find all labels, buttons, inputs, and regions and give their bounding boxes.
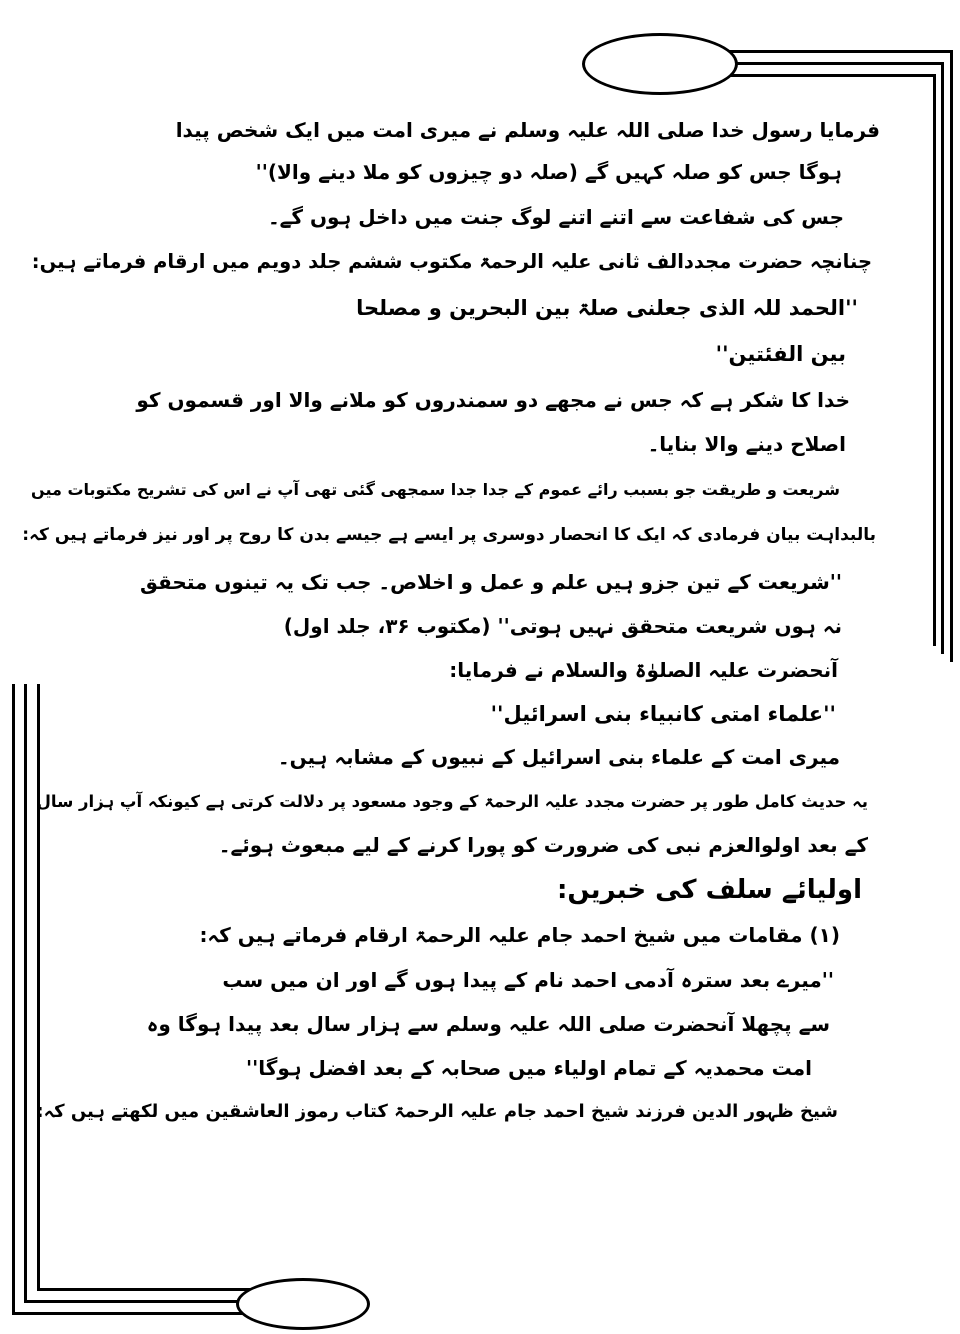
text-line: فرمایا رسول خدا صلی اللہ علیہ وسلم نے میری امت میں ایک شخص پیدا [175, 118, 880, 142]
text-line: شیخ ظہور الدین فرزند شیخ احمد جام علیہ الرحمۃ کتاب رموز العاشقین میں لکھتے ہیں کہ: [36, 1101, 838, 1122]
text-line: امت محمدیہ کے تمام اولیاء میں صحابہ کے بعد افضل ہوگا'' [245, 1056, 812, 1080]
text-line: اصلاح دینے والا بنایا۔ [647, 432, 846, 456]
text-line: ''شریعت کے تین جزو ہیں علم و عمل و اخلاص۔ جب تک یہ تینوں متحقق [139, 570, 842, 594]
text-line: خدا کا شکر ہے کہ جس نے مجھے دو سمندروں کو ملانے والا اور قسموں کو [136, 388, 850, 412]
section-heading: اولیائے سلف کی خبریں: [556, 875, 862, 905]
arabic-quote-line: ''الحمد للہ الذی جعلنی صلۃ بین البحرین و مصلحا [356, 296, 858, 320]
text-line: نہ ہوں شریعت متحقق نہیں ہوتی'' (مکتوب ۳۶، جلد اول) [283, 614, 842, 638]
frame-right-line-2 [941, 62, 944, 654]
frame-left-line-3 [37, 684, 40, 1290]
text-line: شریعت و طریقت جو بسبب رائے عموم کے جدا جدا سمجھی گئی تھی آپ نے اس کی تشریح مکتوبات میں [31, 480, 840, 499]
frame-left-line-1 [12, 684, 15, 1314]
text-line: (۱) مقامات میں شیخ احمد جام علیہ الرحمۃ ارقام فرماتے ہیں کہ: [199, 923, 840, 947]
text-line: چنانچہ حضرت مجددالف ثانی علیہ الرحمۃ مکتوب ششم جلد دویم میں ارقام فرماتے ہیں: [31, 250, 872, 273]
text-line: یہ حدیث کامل طور پر حضرت مجدد علیہ الرحمۃ کے وجود مسعود پر دلالت کرتی ہے کیونکہ آپ ہزار سال [36, 792, 868, 811]
frame-right-line-3 [933, 74, 936, 646]
frame-top-oval [582, 33, 738, 95]
arabic-quote-line: بین الفئتین'' [715, 342, 846, 366]
frame-right-line-1 [950, 50, 953, 662]
text-line: سے پچھلا آنحضرت صلی اللہ علیہ وسلم سے ہزار سال بعد پیدا ہوگا وہ [146, 1012, 830, 1036]
text-line: جس کی شفاعت سے اتنے اتنے لوگ جنت میں داخل ہوں گے۔ [267, 205, 844, 229]
text-line: بالبداہت بیان فرمادی کہ ایک کا انحصار دوسری پر ایسے ہے جیسے بدن کا روح پر اور نیز فرماتے ہیں کہ: [22, 525, 876, 545]
text-line: آنحضرت علیہ الصلوٰۃ والسلام نے فرمایا: [449, 658, 838, 682]
frame-left-line-2 [24, 684, 27, 1302]
frame-bottom-oval [236, 1278, 370, 1330]
text-line: میری امت کے علماء بنی اسرائیل کے نبیوں کے مشابہ ہیں۔ [277, 745, 840, 769]
arabic-quote-line: ''علماء امتی کانبیاء بنی اسرائیل'' [490, 702, 836, 726]
text-line: ہوگا جس کو صلہ کہیں گے (صلہ دو چیزوں کو ملا دینے والا)'' [255, 160, 842, 184]
text-line: ''میرے بعد سترہ آدمی احمد نام کے پیدا ہوں گے اور ان میں سب [222, 968, 834, 992]
text-line: کے بعد اولوالعزم نبی کی ضرورت کو پورا کرنے کے لیے مبعوث ہوئے۔ [218, 833, 868, 857]
